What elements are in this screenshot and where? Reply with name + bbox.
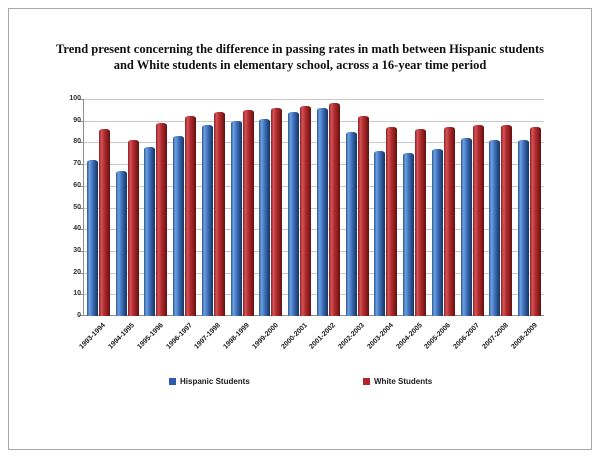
- x-axis-label: 2008-2009: [509, 322, 539, 351]
- bar-white-students-2007-2008: [501, 125, 512, 316]
- bar-hispanic-students-2007-2008: [489, 140, 500, 316]
- bar-white-students-1996-1997: [185, 116, 196, 316]
- bar-hispanic-students-1999-2000: [259, 119, 270, 316]
- category-slot: [199, 99, 228, 316]
- category-slot: [400, 99, 429, 316]
- category-slot: [113, 99, 142, 316]
- x-axis-label: 1995-1996: [136, 322, 165, 351]
- x-axis-labels: [78, 317, 543, 367]
- bar-white-students-1994-1995: [128, 140, 139, 316]
- category-slot: [487, 99, 516, 316]
- y-axis-label: 30: [73, 246, 81, 254]
- bar-hispanic-students-2002-2003: [346, 132, 357, 316]
- x-axis-label: 1994-1995: [107, 322, 137, 351]
- bar-white-students-2000-2001: [300, 106, 311, 316]
- category-slot: [515, 99, 544, 316]
- chart-frame: [8, 8, 592, 450]
- y-axis-label: 60: [73, 181, 81, 189]
- legend-label-hispanic-students: Hispanic Students: [180, 377, 250, 386]
- bar-hispanic-students-2001-2002: [317, 108, 328, 316]
- category-slot: [314, 99, 343, 316]
- x-axis-label: 1998-1999: [222, 322, 252, 351]
- chart-title: Trend present concerning the difference in passing rates in math between Hispanic students and White students in elementary school, across a 16-year time period: [56, 42, 544, 73]
- x-axis-label: 2001-2002: [308, 322, 338, 351]
- legend-swatch-hispanic-students-icon: [169, 378, 176, 385]
- y-axis-label: 50: [73, 203, 81, 211]
- legend-item-hispanic-students: [169, 377, 250, 386]
- y-axis-label: 10: [73, 290, 81, 298]
- bar-white-students-1995-1996: [156, 123, 167, 316]
- category-slot: [372, 99, 401, 316]
- x-axis-label: 1993-1994: [78, 322, 108, 351]
- bar-hispanic-students-2004-2005: [403, 153, 414, 316]
- category-slot: [343, 99, 372, 316]
- category-slot: [170, 99, 199, 316]
- legend-label-white-students: White Students: [374, 377, 433, 386]
- x-axis-label: 2007-2008: [481, 322, 510, 351]
- x-axis-label: 2005-2006: [423, 322, 453, 351]
- x-axis-label: 1996-1997: [164, 322, 194, 351]
- bar-white-students-1997-1998: [214, 112, 225, 316]
- bar-white-students-1993-1994: [99, 129, 110, 316]
- legend-swatch-white-students-icon: [363, 378, 370, 385]
- bar-white-students-2003-2004: [386, 127, 397, 316]
- bar-white-students-1998-1999: [243, 110, 254, 316]
- y-axis-label: 0: [77, 312, 81, 319]
- category-slot: [142, 99, 171, 316]
- bar-white-students-2006-2007: [473, 125, 484, 316]
- bar-hispanic-students-1998-1999: [231, 121, 242, 316]
- legend: [83, 377, 543, 391]
- bar-white-students-2004-2005: [415, 129, 426, 316]
- bars: [84, 99, 544, 316]
- bar-hispanic-students-2005-2006: [432, 149, 443, 316]
- plot-area: [69, 95, 544, 319]
- bar-hispanic-students-2003-2004: [374, 151, 385, 316]
- x-axis-label: 2003-2004: [366, 322, 395, 351]
- legend-item-white-students: [363, 377, 432, 386]
- y-axis-label: 20: [73, 268, 81, 276]
- bar-hispanic-students-2008-2009: [518, 140, 529, 316]
- category-slot: [228, 99, 257, 316]
- category-slot: [84, 99, 113, 316]
- x-axis-label: 2004-2005: [394, 322, 424, 351]
- bar-hispanic-students-1993-1994: [87, 160, 98, 316]
- bar-white-students-2001-2002: [329, 103, 340, 316]
- y-axis-label: 70: [73, 160, 81, 168]
- x-axis-label: 1997-1998: [193, 322, 223, 351]
- bar-hispanic-students-1996-1997: [173, 136, 184, 316]
- y-axis-label: 80: [73, 138, 81, 146]
- bar-hispanic-students-2006-2007: [461, 138, 472, 316]
- y-axis-label: 100: [69, 95, 81, 102]
- category-slot: [257, 99, 286, 316]
- x-axis-label: 2006-2007: [452, 322, 482, 351]
- bar-white-students-2002-2003: [358, 116, 369, 316]
- bar-hispanic-students-2000-2001: [288, 112, 299, 316]
- y-axis-label: 90: [73, 116, 81, 124]
- x-axis-label: 1999-2000: [251, 322, 280, 351]
- category-slot: [429, 99, 458, 316]
- bar-hispanic-students-1997-1998: [202, 125, 213, 316]
- category-slot: [285, 99, 314, 316]
- category-slot: [458, 99, 487, 316]
- bar-hispanic-students-1994-1995: [116, 171, 127, 316]
- bar-white-students-2005-2006: [444, 127, 455, 316]
- bar-hispanic-students-1995-1996: [144, 147, 155, 316]
- bar-white-students-1999-2000: [271, 108, 282, 316]
- y-axis-label: 40: [73, 225, 81, 233]
- bar-white-students-2008-2009: [530, 127, 541, 316]
- x-axis-label: 2002-2003: [337, 322, 367, 351]
- x-axis-label: 2000-2001: [279, 322, 309, 351]
